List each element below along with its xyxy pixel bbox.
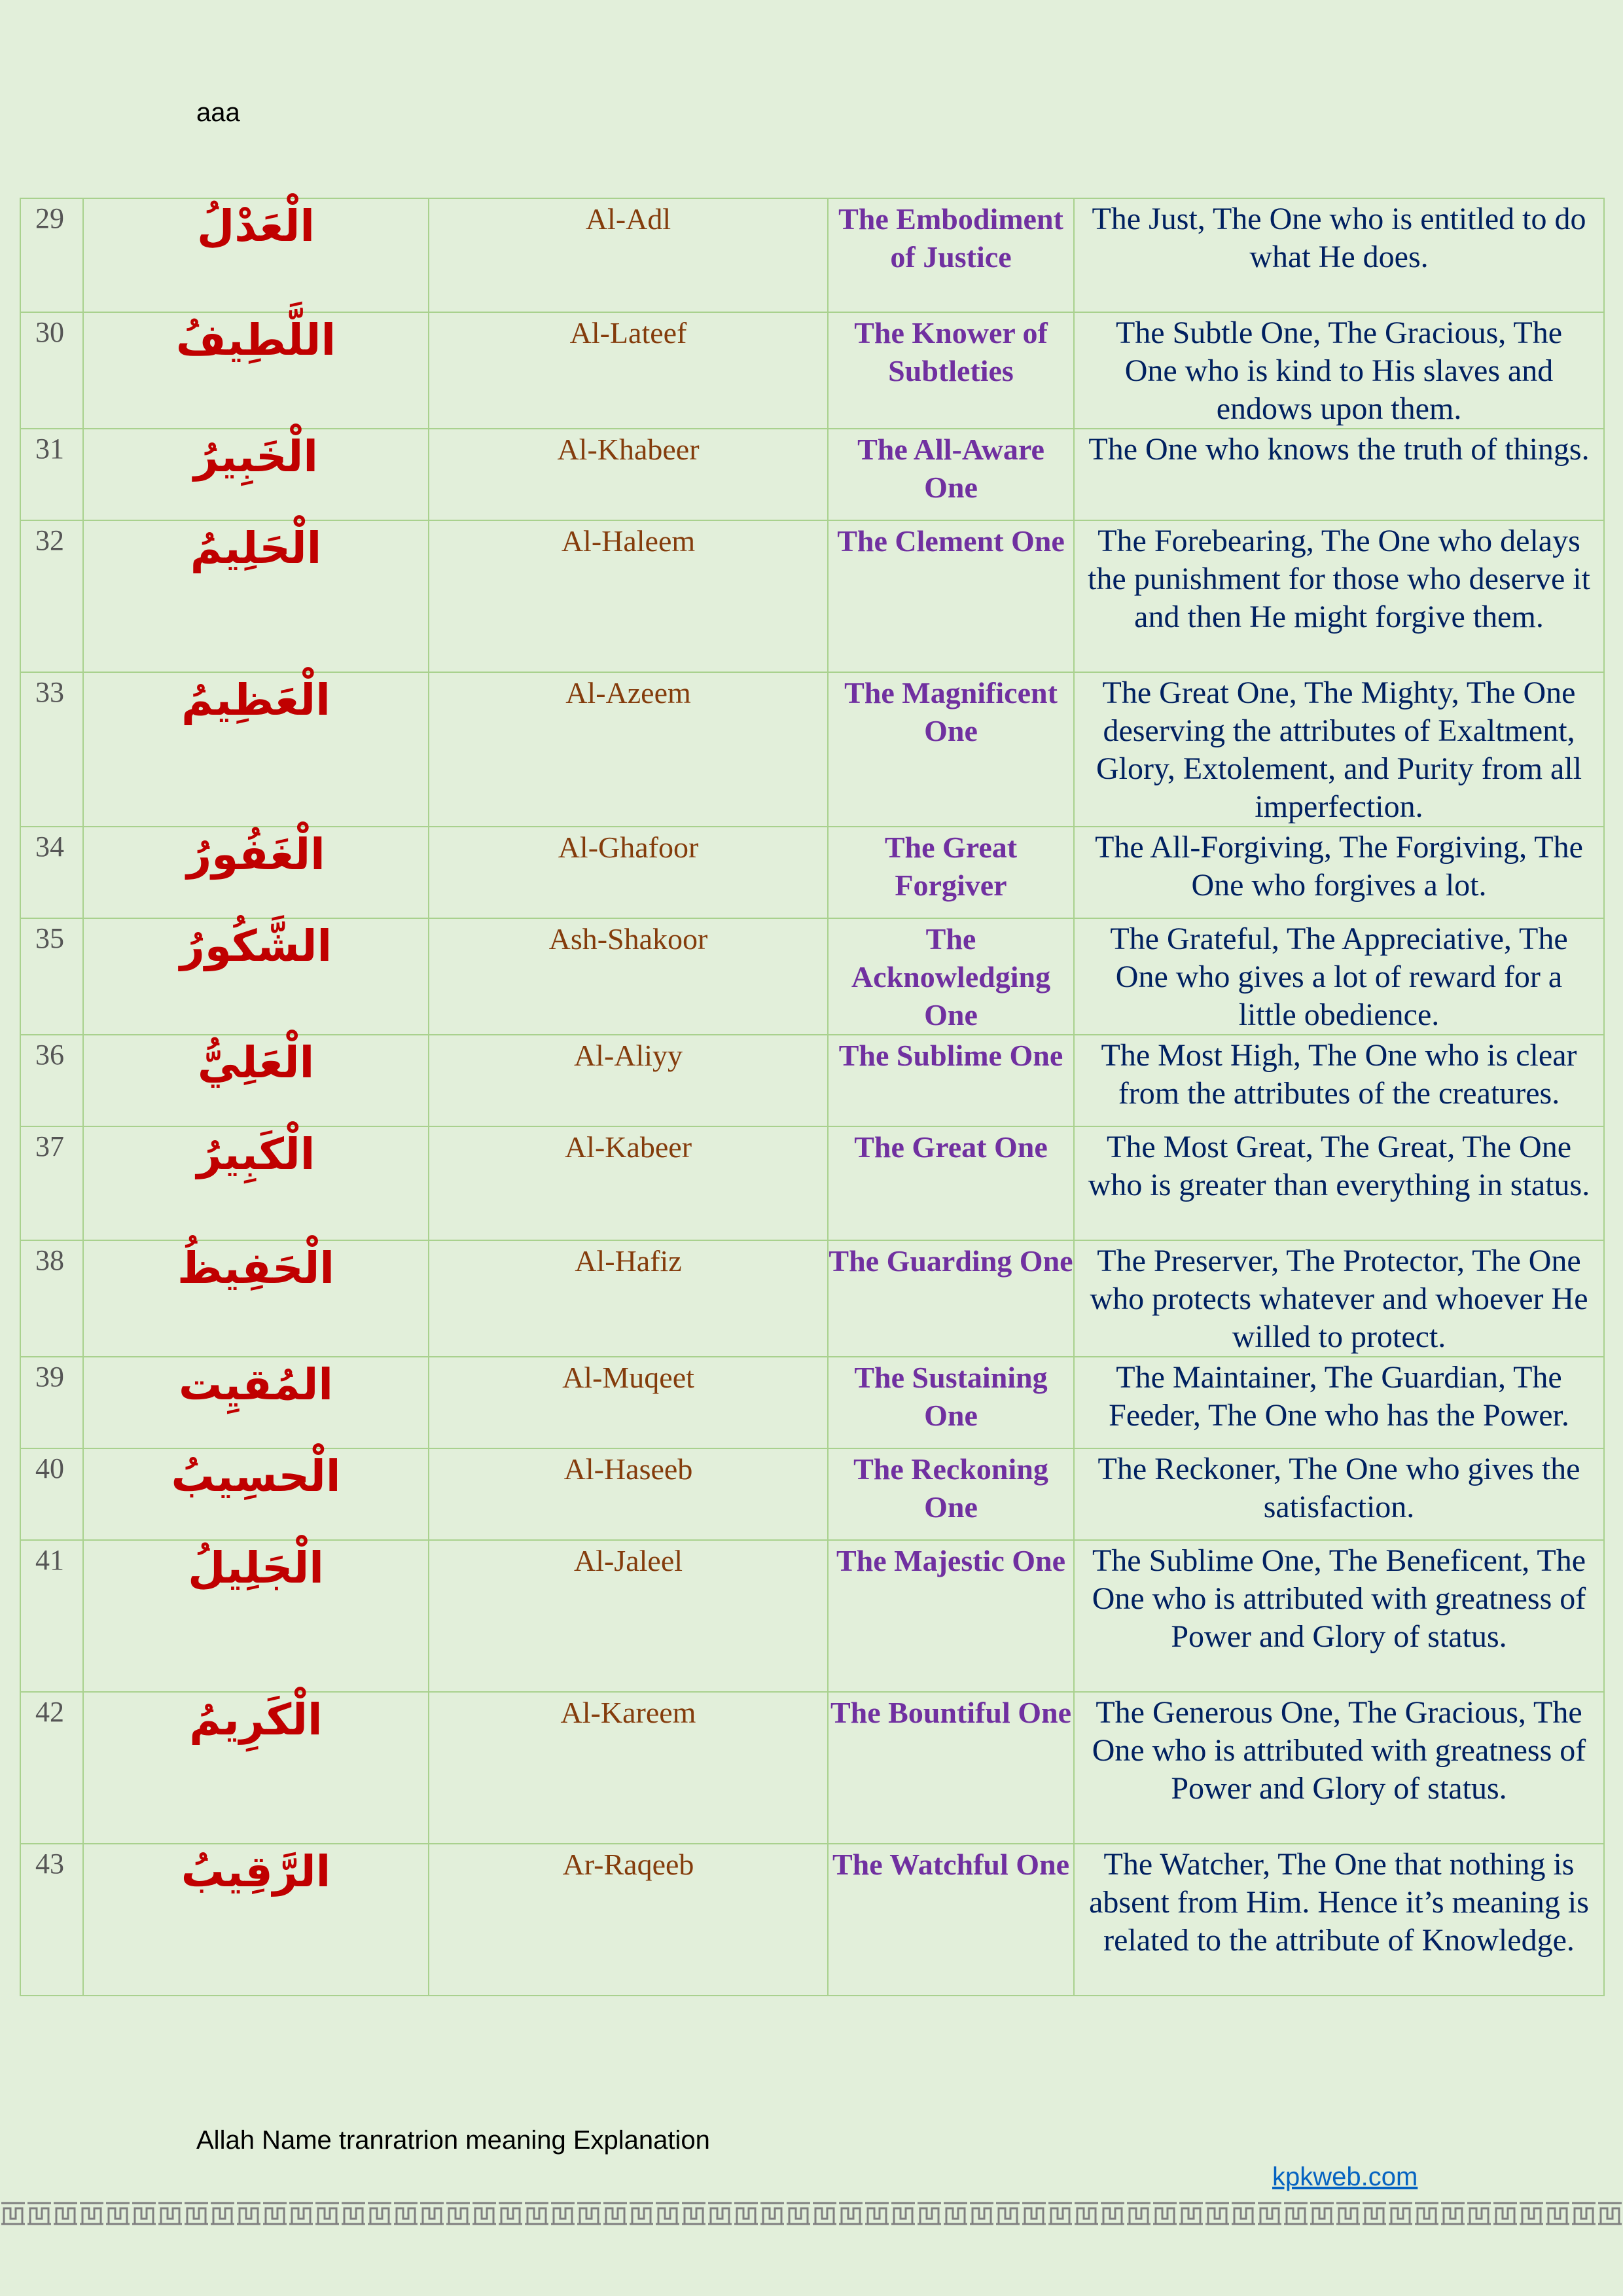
transliteration: Al-Haleem xyxy=(429,520,828,672)
transliteration: Al-Lateef xyxy=(429,312,828,429)
arabic-name: الْكَبِيرُ xyxy=(83,1126,429,1240)
meaning: The Great One xyxy=(828,1126,1074,1240)
arabic-name: الْجَلِيلُ xyxy=(83,1540,429,1692)
meaning: The Bountiful One xyxy=(828,1692,1074,1844)
explanation: The Grateful, The Appreciative, The One who gives a lot of reward for a little obedience. xyxy=(1074,918,1604,1035)
header-text: aaa xyxy=(196,98,240,127)
table-row xyxy=(20,1448,1604,1540)
table-row xyxy=(20,312,1604,429)
row-number: 37 xyxy=(20,1126,83,1240)
row-number: 32 xyxy=(20,520,83,672)
arabic-name: الْحسِيبُ xyxy=(83,1448,429,1540)
table-row xyxy=(20,1126,1604,1240)
table-row xyxy=(20,1844,1604,1996)
explanation: The One who knows the truth of things. xyxy=(1074,429,1604,520)
meaning: The Knower of Subtleties xyxy=(828,312,1074,429)
meaning: The Reckoning One xyxy=(828,1448,1074,1540)
names-table xyxy=(20,198,1605,1996)
meaning: The Sublime One xyxy=(828,1035,1074,1126)
row-number: 41 xyxy=(20,1540,83,1692)
row-number: 34 xyxy=(20,827,83,918)
row-number: 30 xyxy=(20,312,83,429)
meaning: The All-Aware One xyxy=(828,429,1074,520)
explanation: The Sublime One, The Beneficent, The One who is attributed with greatness of Power and Glory of status. xyxy=(1074,1540,1604,1692)
explanation: The Watcher, The One that nothing is absent from Him. Hence it’s meaning is related to the attribute of Knowledge. xyxy=(1074,1844,1604,1996)
transliteration: Al-Azeem xyxy=(429,672,828,827)
arabic-name: الْحَفِيظُ xyxy=(83,1240,429,1357)
transliteration: Al-Hafiz xyxy=(429,1240,828,1357)
table-row xyxy=(20,827,1604,918)
transliteration: Al-Ghafoor xyxy=(429,827,828,918)
arabic-name: الشَّكُورُ xyxy=(83,918,429,1035)
meaning: The Majestic One xyxy=(828,1540,1074,1692)
meaning: The Watchful One xyxy=(828,1844,1074,1996)
transliteration: Al-Aliyy xyxy=(429,1035,828,1126)
arabic-name: الْعَدْلُ xyxy=(83,198,429,312)
table-row xyxy=(20,1035,1604,1126)
transliteration: Al-Khabeer xyxy=(429,429,828,520)
transliteration: Al-Jaleel xyxy=(429,1540,828,1692)
meaning: The Embodiment of Justice xyxy=(828,198,1074,312)
row-number: 29 xyxy=(20,198,83,312)
table-row xyxy=(20,1240,1604,1357)
meaning: The Sustaining One xyxy=(828,1357,1074,1448)
table-row xyxy=(20,1357,1604,1448)
row-number: 38 xyxy=(20,1240,83,1357)
arabic-name: الْخَبِيرُ xyxy=(83,429,429,520)
row-number: 39 xyxy=(20,1357,83,1448)
arabic-name: المُقيِت xyxy=(83,1357,429,1448)
arabic-name: الْكَرِيمُ xyxy=(83,1692,429,1844)
transliteration: Al-Adl xyxy=(429,198,828,312)
transliteration: Al-Muqeet xyxy=(429,1357,828,1448)
table-row xyxy=(20,918,1604,1035)
explanation: The Reckoner, The One who gives the satisfaction. xyxy=(1074,1448,1604,1540)
row-number: 35 xyxy=(20,918,83,1035)
arabic-name: اللَّطِيفُ xyxy=(83,312,429,429)
transliteration: Al-Kareem xyxy=(429,1692,828,1844)
transliteration: Ar-Raqeeb xyxy=(429,1844,828,1996)
arabic-name: الْعَظِيمُ xyxy=(83,672,429,827)
transliteration: Ash-Shakoor xyxy=(429,918,828,1035)
footer-link[interactable]: kpkweb.com xyxy=(1272,2162,1418,2191)
explanation: The Preserver, The Protector, The One who protects whatever and whoever He willed to protect. xyxy=(1074,1240,1604,1357)
explanation: The Maintainer, The Guardian, The Feeder, The One who has the Power. xyxy=(1074,1357,1604,1448)
meaning: The Guarding One xyxy=(828,1240,1074,1357)
meaning: The Acknowledging One xyxy=(828,918,1074,1035)
explanation: The All-Forgiving, The Forgiving, The One who forgives a lot. xyxy=(1074,827,1604,918)
row-number: 31 xyxy=(20,429,83,520)
footer-text: Allah Name tranratrion meaning Explanation xyxy=(196,2126,710,2155)
table-row xyxy=(20,429,1604,520)
table-row xyxy=(20,1692,1604,1844)
meaning: The Clement One xyxy=(828,520,1074,672)
decorative-border xyxy=(0,2199,1623,2228)
meaning: The Magnificent One xyxy=(828,672,1074,827)
row-number: 43 xyxy=(20,1844,83,1996)
row-number: 33 xyxy=(20,672,83,827)
explanation: The Great One, The Mighty, The One deserving the attributes of Exaltment, Glory, Extolement, and Purity from all imperfection. xyxy=(1074,672,1604,827)
table-row xyxy=(20,672,1604,827)
explanation: The Most Great, The Great, The One who is greater than everything in status. xyxy=(1074,1126,1604,1240)
table-row xyxy=(20,520,1604,672)
explanation: The Forebearing, The One who delays the punishment for those who deserve it and then He might forgive them. xyxy=(1074,520,1604,672)
arabic-name: الرَّقِيبُ xyxy=(83,1844,429,1996)
table-row xyxy=(20,198,1604,312)
arabic-name: الْعَلِيُّ xyxy=(83,1035,429,1126)
arabic-name: الْغَفُورُ xyxy=(83,827,429,918)
row-number: 36 xyxy=(20,1035,83,1126)
row-number: 40 xyxy=(20,1448,83,1540)
transliteration: Al-Kabeer xyxy=(429,1126,828,1240)
row-number: 42 xyxy=(20,1692,83,1844)
table-row xyxy=(20,1540,1604,1692)
explanation: The Subtle One, The Gracious, The One who is kind to His slaves and endows upon them. xyxy=(1074,312,1604,429)
explanation: The Most High, The One who is clear from the attributes of the creatures. xyxy=(1074,1035,1604,1126)
arabic-name: الْحَلِيمُ xyxy=(83,520,429,672)
transliteration: Al-Haseeb xyxy=(429,1448,828,1540)
explanation: The Generous One, The Gracious, The One who is attributed with greatness of Power and Glory of status. xyxy=(1074,1692,1604,1844)
explanation: The Just, The One who is entitled to do what He does. xyxy=(1074,198,1604,312)
meaning: The Great Forgiver xyxy=(828,827,1074,918)
